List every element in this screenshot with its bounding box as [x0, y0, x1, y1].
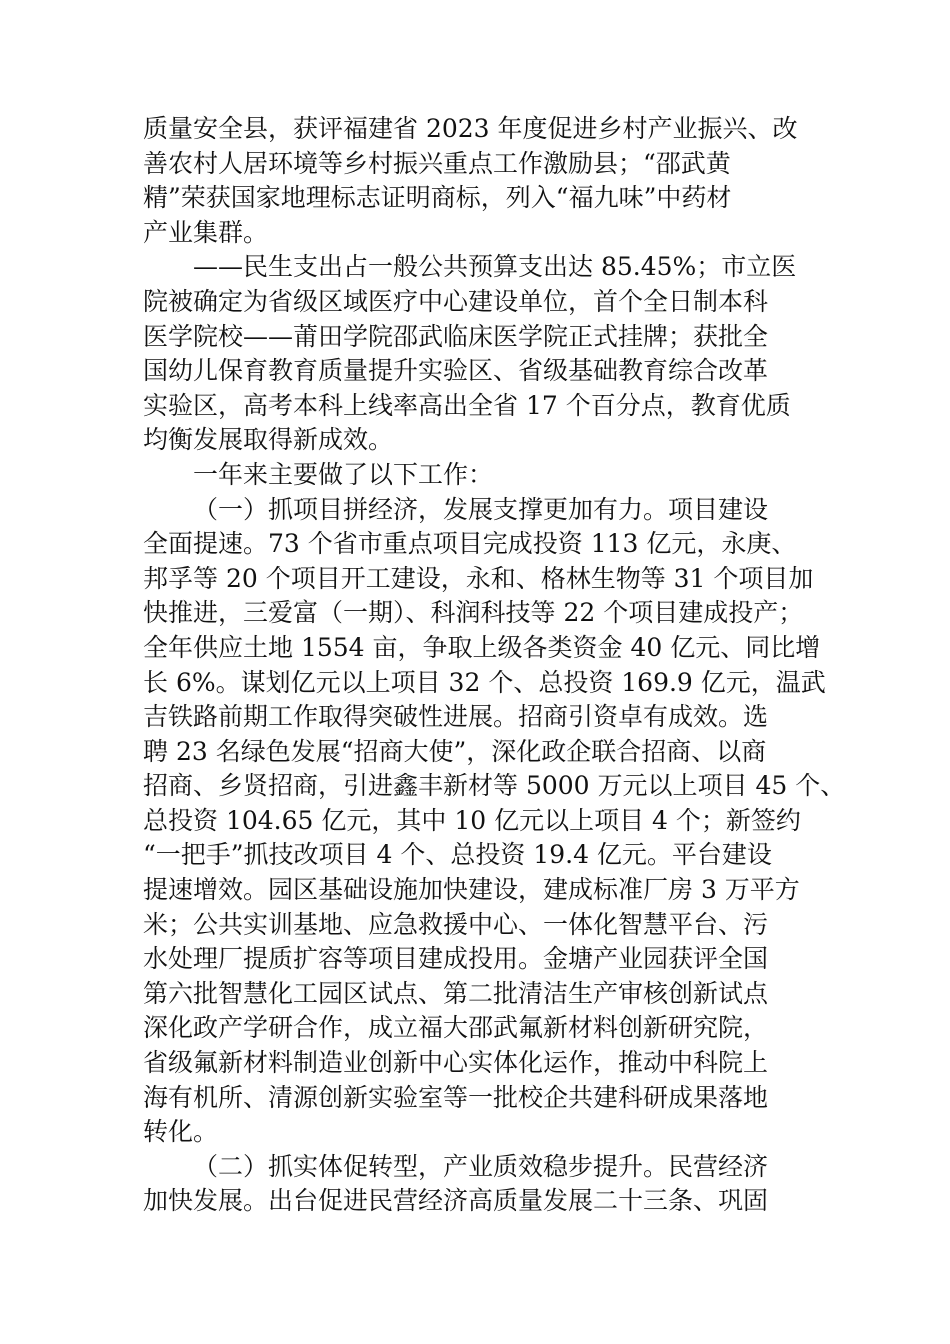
text-line: 水处理厂提质扩容等项目建成投用。金塘产业园获评全国 — [143, 944, 769, 974]
text-line: 一年来主要做了以下工作： — [193, 459, 494, 489]
text-line: 深化政产学研合作，成立福大邵武氟新材料创新研究院， — [143, 1013, 769, 1043]
text-line: 实验区，高考本科上线率高出全省 17 个百分点，教育优质 — [143, 390, 791, 420]
text-line: 全面提速。73 个省市重点项目完成投资 113 亿元，永庚、 — [143, 529, 797, 559]
text-line: 加快发展。出台促进民营经济高质量发展二十三条、巩固 — [143, 1186, 769, 1216]
text-line: 快推进，三爱富（一期）、科润科技等 22 个项目建成投产； — [143, 598, 804, 628]
text-line: 聘 23 名绿色发展“招商大使”，深化政企联合招商、以商 — [143, 736, 767, 766]
text-line: 总投资 104.65 亿元，其中 10 亿元以上项目 4 个；新签约 — [143, 805, 801, 835]
text-line: 吉铁路前期工作取得突破性进展。招商引资卓有成效。选 — [143, 702, 769, 732]
document-body — [143, 112, 846, 1219]
text-line: 招商、乡贤招商，引进鑫丰新材等 5000 万元以上项目 45 个、 — [143, 771, 846, 801]
text-line: 国幼儿保育教育质量提升实验区、省级基础教育综合改革 — [143, 356, 769, 386]
text-line: 质量安全县，获评福建省 2023 年度促进乡村产业振兴、改 — [143, 114, 798, 143]
text-line: 第六批智慧化工园区试点、第二批清洁生产审核创新试点 — [143, 978, 769, 1008]
text-line: 提速增效。园区基础设施加快建设，建成标准厂房 3 万平方 — [143, 875, 800, 905]
text-line: 米；公共实训基地、应急救援中心、一体化智慧平台、污 — [143, 909, 769, 939]
text-line: （二）抓实体促转型，产业质效稳步提升。民营经济 — [193, 1151, 769, 1181]
text-line: 院被确定为省级区域医疗中心建设单位，首个全日制本科 — [143, 286, 769, 316]
text-line: 海有机所、清源创新实验室等一批校企共建科研成果落地 — [143, 1082, 769, 1112]
text-line: 长 6%。谋划亿元以上项目 32 个、总投资 169.9 亿元，温武 — [143, 667, 826, 697]
text-line: （一）抓项目拼经济，发展支撑更加有力。项目建设 — [193, 494, 769, 524]
text-line: 善农村人居环境等乡村振兴重点工作激励县；“邵武黄 — [143, 148, 731, 178]
text-line: 医学院校——莆田学院邵武临床医学院正式挂牌；获批全 — [143, 321, 769, 351]
text-line: 精”荣获国家地理标志证明商标，列入“福九味”中药材 — [143, 183, 732, 213]
text-line: 均衡发展取得新成效。 — [143, 425, 394, 455]
text-line: 全年供应土地 1554 亩，争取上级各类资金 40 亿元、同比增 — [143, 632, 821, 662]
text-line: 邦孚等 20 个项目开工建设，永和、格林生物等 31 个项目加 — [143, 563, 814, 593]
text-line: 省级氟新材料制造业创新中心实体化运作，推动中科院上 — [143, 1048, 769, 1078]
text-line: “一把手”抓技改项目 4 个、总投资 19.4 亿元。平台建设 — [143, 840, 772, 870]
text-line: 转化。 — [143, 1117, 219, 1147]
text-line: 产业集群。 — [143, 217, 269, 247]
text-line: ——民生支出占一般公共预算支出达 85.45%；市立医 — [193, 252, 797, 282]
